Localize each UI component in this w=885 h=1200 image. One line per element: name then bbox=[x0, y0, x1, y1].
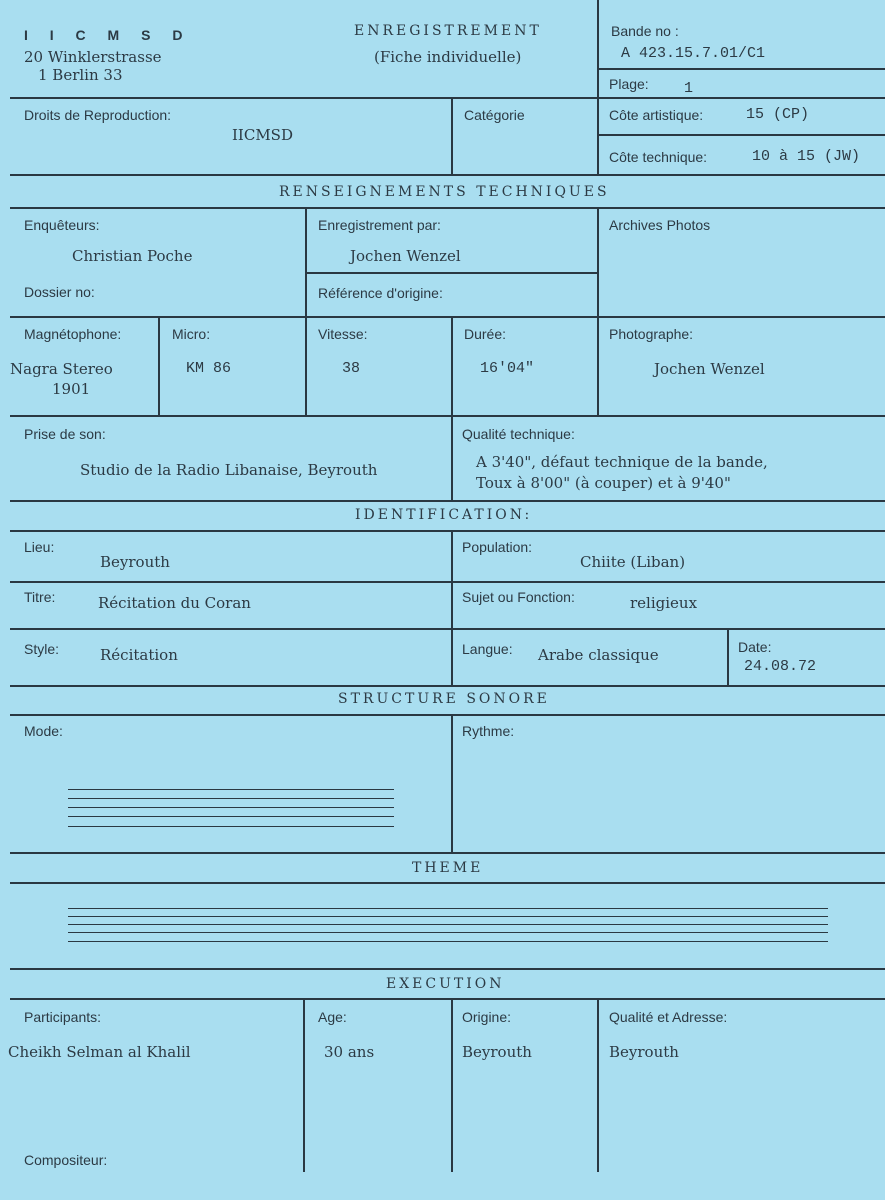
grid-line bbox=[597, 998, 599, 1172]
date-label: Date: bbox=[738, 639, 772, 655]
magnetophone-value-1: Nagra Stereo bbox=[10, 360, 113, 378]
grid-line bbox=[10, 174, 885, 176]
dossier-label: Dossier no: bbox=[24, 284, 95, 300]
enqueteurs-label: Enquêteurs: bbox=[24, 217, 100, 233]
grid-line bbox=[597, 68, 885, 70]
origine-value: Beyrouth bbox=[462, 1043, 532, 1061]
style-value: Récitation bbox=[100, 646, 178, 664]
grid-line bbox=[727, 628, 729, 685]
photographe-label: Photographe: bbox=[609, 326, 694, 342]
plage-value: 1 bbox=[684, 80, 694, 97]
music-staff-line bbox=[68, 924, 828, 925]
mode-label: Mode: bbox=[24, 723, 63, 739]
lieu-label: Lieu: bbox=[24, 539, 55, 555]
duree-value: 16'04" bbox=[480, 360, 535, 377]
reference-label: Référence d'origine: bbox=[318, 285, 443, 301]
grid-line bbox=[303, 998, 305, 1172]
grid-line bbox=[158, 316, 160, 415]
grid-line bbox=[451, 97, 453, 174]
micro-label: Micro: bbox=[172, 326, 211, 342]
participants-value: Cheikh Selman al Khalil bbox=[8, 1043, 191, 1061]
section-title-theme: THEME bbox=[412, 860, 484, 876]
grid-line bbox=[305, 272, 597, 274]
music-staff-line bbox=[68, 941, 828, 942]
grid-line bbox=[597, 207, 599, 415]
prise-de-son-label: Prise de son: bbox=[24, 426, 106, 442]
music-staff-line bbox=[68, 932, 828, 933]
section-title-technique: RENSEIGNEMENTS TECHNIQUES bbox=[279, 184, 610, 200]
grid-line bbox=[10, 316, 885, 318]
address-line-1: 20 Winklerstrasse bbox=[24, 48, 162, 66]
grid-line bbox=[10, 581, 885, 583]
bande-value: A 423.15.7.01/C1 bbox=[621, 45, 766, 62]
grid-line bbox=[10, 415, 885, 417]
magnetophone-label: Magnétophone: bbox=[24, 326, 122, 342]
grid-line bbox=[10, 207, 885, 209]
sujet-value: religieux bbox=[630, 594, 698, 612]
enregistrement-par-value: Jochen Wenzel bbox=[350, 247, 461, 265]
music-staff-line bbox=[68, 826, 394, 827]
droits-label: Droits de Reproduction: bbox=[24, 107, 172, 123]
grid-line bbox=[451, 530, 453, 685]
grid-line bbox=[451, 998, 453, 1172]
music-staff-line bbox=[68, 789, 394, 790]
qualite-technique-value-2: Toux à 8'00" (à couper) et à 9'40" bbox=[476, 474, 731, 492]
plage-label: Plage: bbox=[609, 76, 649, 92]
grid-line bbox=[451, 714, 453, 852]
form-subtitle: (Fiche individuelle) bbox=[374, 48, 522, 66]
music-staff-line bbox=[68, 798, 394, 799]
cote-technique-value: 10 à 15 (JW) bbox=[752, 148, 861, 165]
age-label: Age: bbox=[318, 1009, 347, 1025]
sujet-label: Sujet ou Fonction: bbox=[462, 589, 575, 605]
droits-value: IICMSD bbox=[232, 126, 293, 144]
grid-line bbox=[10, 714, 885, 716]
date-value: 24.08.72 bbox=[744, 658, 817, 675]
grid-line bbox=[10, 530, 885, 532]
langue-value: Arabe classique bbox=[538, 646, 659, 664]
vitesse-value: 38 bbox=[342, 360, 361, 377]
cote-artistique-label: Côte artistique: bbox=[609, 107, 704, 123]
rythme-label: Rythme: bbox=[462, 723, 515, 739]
address-line-2: 1 Berlin 33 bbox=[38, 66, 123, 84]
enqueteurs-value: Christian Poche bbox=[72, 247, 193, 265]
section-title-identification: IDENTIFICATION: bbox=[355, 507, 533, 523]
titre-value: Récitation du Coran bbox=[98, 594, 251, 612]
prise-de-son-value: Studio de la Radio Libanaise, Beyrouth bbox=[80, 461, 378, 479]
categorie-label: Catégorie bbox=[464, 107, 525, 123]
form-title: ENREGISTREMENT bbox=[354, 23, 542, 39]
grid-line bbox=[10, 882, 885, 884]
style-label: Style: bbox=[24, 641, 60, 657]
music-staff-line bbox=[68, 916, 828, 917]
section-title-structure: STRUCTURE SONORE bbox=[338, 691, 550, 707]
archives-photos-label: Archives Photos bbox=[609, 217, 711, 233]
titre-label: Titre: bbox=[24, 589, 56, 605]
grid-line bbox=[10, 97, 885, 99]
grid-line bbox=[10, 998, 885, 1000]
vitesse-label: Vitesse: bbox=[318, 326, 368, 342]
photographe-value: Jochen Wenzel bbox=[654, 360, 765, 378]
lieu-value: Beyrouth bbox=[100, 553, 170, 571]
langue-label: Langue: bbox=[462, 641, 513, 657]
grid-line bbox=[451, 316, 453, 415]
grid-line bbox=[451, 415, 453, 500]
qualite-technique-label: Qualité technique: bbox=[462, 426, 575, 442]
grid-line bbox=[597, 0, 599, 174]
grid-line bbox=[10, 968, 885, 970]
grid-line bbox=[10, 628, 885, 630]
enregistrement-par-label: Enregistrement par: bbox=[318, 217, 441, 233]
cote-artistique-value: 15 (CP) bbox=[746, 106, 810, 123]
population-label: Population: bbox=[462, 539, 533, 555]
grid-line bbox=[10, 685, 885, 687]
magnetophone-value-2: 1901 bbox=[52, 380, 91, 398]
population-value: Chiite (Liban) bbox=[580, 553, 686, 571]
grid-line bbox=[597, 134, 885, 136]
duree-label: Durée: bbox=[464, 326, 507, 342]
compositeur-label: Compositeur: bbox=[24, 1152, 108, 1168]
origine-label: Origine: bbox=[462, 1009, 512, 1025]
grid-line bbox=[10, 500, 885, 502]
qualite-adresse-label: Qualité et Adresse: bbox=[609, 1009, 728, 1025]
cote-technique-label: Côte technique: bbox=[609, 149, 708, 165]
music-staff-line bbox=[68, 816, 394, 817]
qualite-adresse-value: Beyrouth bbox=[609, 1043, 679, 1061]
section-title-execution: EXECUTION bbox=[386, 976, 505, 992]
micro-value: KM 86 bbox=[186, 360, 232, 377]
music-staff-line bbox=[68, 807, 394, 808]
music-staff-line bbox=[68, 908, 828, 909]
grid-line bbox=[305, 207, 307, 415]
age-value: 30 ans bbox=[324, 1043, 375, 1061]
grid-line bbox=[10, 852, 885, 854]
participants-label: Participants: bbox=[24, 1009, 102, 1025]
bande-label: Bande no : bbox=[611, 23, 679, 39]
qualite-technique-value-1: A 3'40", défaut technique de la bande, bbox=[476, 453, 768, 471]
org-logo: I I C M S D bbox=[24, 27, 192, 43]
